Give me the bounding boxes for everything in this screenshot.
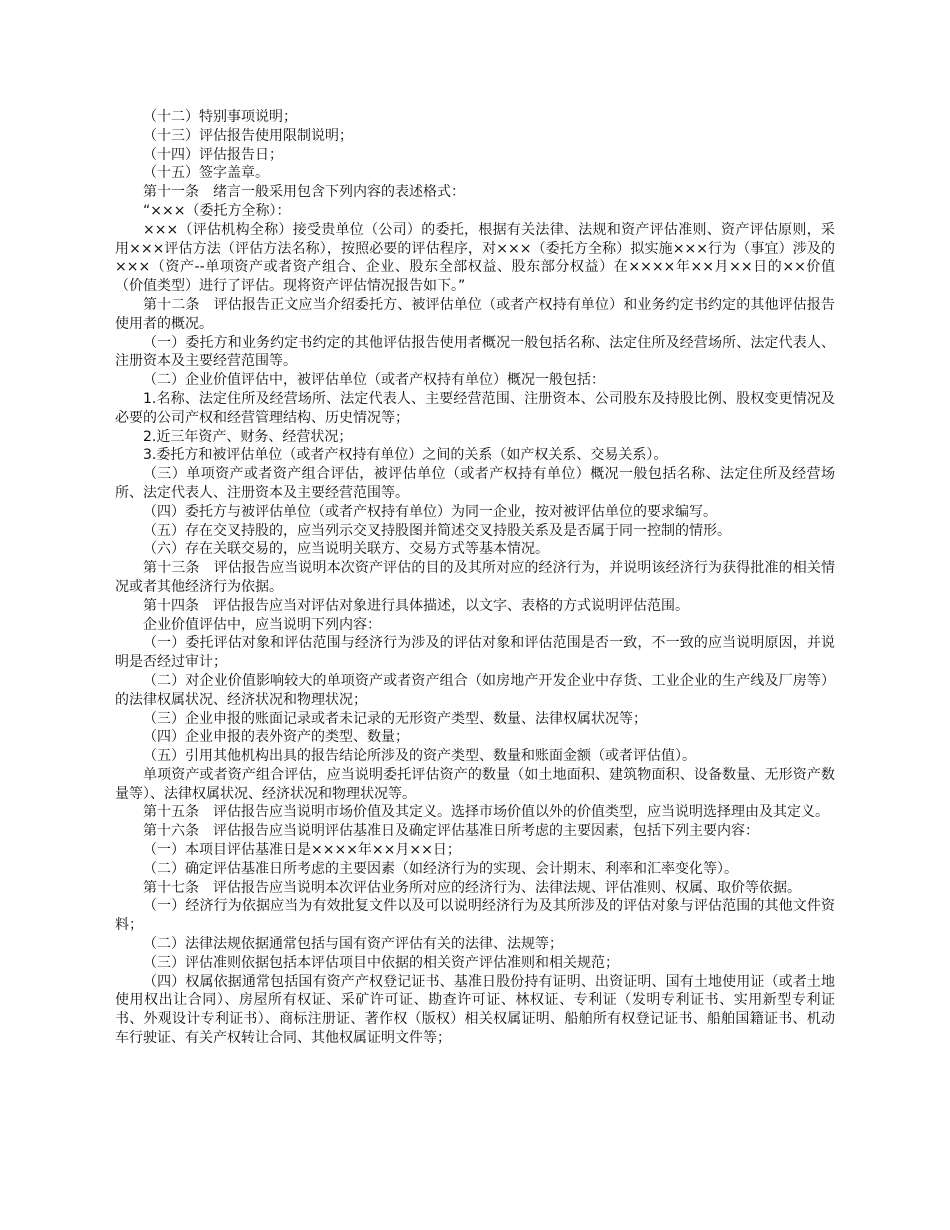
article-11-heading: 第十一条 绪言一般采用包含下列内容的表述格式： [143,184,465,201]
paragraph-13: （十三）评估报告使用限制说明； [143,127,353,144]
article-12-item-4: （四）委托方与被评估单位（或者产权持有单位）为同一企业，按对被评估单位的要求编写。 [143,503,717,520]
article-14-item-1: （一）委托评估对象和评估范围与经济行为涉及的评估对象和评估范围是否一致，不一致的应当说明原因，并说明是否经过审计； [115,635,835,671]
paragraph-15: （十五）签字盖章。 [143,165,269,182]
article-12-item-5: （五）存在交叉持股的，应当列示交叉持股图并简述交叉持股关系及是否属于同一控制的情形。 [143,522,731,539]
article-12-item-2-sub-3: 3.委托方和被评估单位（或者产权持有单位）之间的关系（如产权关系、交易关系）。 [143,447,668,464]
preface-salutation: “×××（委托方全称）： [143,202,291,219]
article-16-item-1: （一）本项目评估基准日是××××年××月××日； [143,842,461,859]
article-17-item-1: （一）经济行为依据应当为有效批复文件以及可以说明经济行为及其所涉及的评估对象与评估范围的其他文件资料； [115,898,835,934]
article-16-item-2: （二）确定评估基准日所考虑的主要因素（如经济行为的实现、会计期末、利率和汇率变化等）。 [143,860,738,877]
article-12-item-2: （二）企业价值评估中，被评估单位（或者产权持有单位）概况一般包括： [143,372,605,389]
paragraph-12: （十二）特别事项说明； [143,109,297,125]
article-17-item-4: （四）权属依据通常包括国有资产产权登记证书、基准日股份持有证明、出资证明、国有土地使用证（或者土地使用权出让合同）、房屋所有权证、采矿许可证、勘查许可证、林权证、专利证（发明专利证书、实用新型专利证书、外观设计专利证书）、商标注册证、著作权（版权）相关权属证明、船舶所有权登记证书、船舶国籍证书、机动车行驶证、有关产权转让合同、其他权属证明文件等； [115,973,835,1047]
article-17-item-3: （三）评估准则依据包括本评估项目中依据的相关资产评估准则和相关规范； [143,954,619,971]
article-12-item-2-sub-2: 2.近三年资产、财务、经营状况； [143,428,353,445]
article-14-item-2: （二）对企业价值影响较大的单项资产或者资产组合（如房地产开发企业中存货、工业企业的生产线及厂房等）的法律权属状况、经济状况和物理状况； [115,672,835,708]
article-12: 第十二条 评估报告正文应当介绍委托方、被评估单位（或者产权持有单位）和业务约定书约定的其他评估报告使用者的概况。 [115,296,835,332]
article-12-item-2-sub-1: 1.名称、法定住所及经营场所、法定代表人、主要经营范围、注册资本、公司股东及持股比例、股权变更情况及必要的公司产权和经营管理结构、历史情况等； [115,390,835,426]
article-14-single-asset: 单项资产或者资产组合评估，应当说明委托评估资产的数量（如土地面积、建筑物面积、设备数量、无形资产数量等）、法律权属状况、经济状况和物理状况等。 [115,766,835,802]
preface-body: ×××（评估机构全称）接受贵单位（公司）的委托，根据有关法律、法规和资产评估准则、资产评估原则，采用×××评估方法（评估方法名称），按照必要的评估程序，对×××（委托方全称）拟实施×××行为（事宜）涉及的×××（资产--单项资产或者资产组合、企业、股东全部权益、股东部分权益）在××××年××月××日的××价值（价值类型）进行了评估。现将资产评估情况报告如下。” [115,221,835,295]
article-17-item-2: （二）法律法规依据通常包括与国有资产评估有关的法律、法规等； [143,936,563,953]
article-12-item-3: （三）单项资产或者资产组合评估，被评估单位（或者产权持有单位）概况一般包括名称、法定住所及经营场所、法定代表人、注册资本及主要经营范围等。 [115,466,835,501]
article-14-intro: 企业价值评估中，应当说明下列内容： [143,616,381,633]
article-17: 第十七条 评估报告应当说明本次评估业务所对应的经济行为、法律法规、评估准则、权属、取价等依据。 [143,879,801,896]
article-14-item-4: （四）企业申报的表外资产的类型、数量； [143,729,409,746]
article-12-item-6: （六）存在关联交易的，应当说明关联方、交易方式等基本情况。 [143,541,549,558]
article-16: 第十六条 评估报告应当说明评估基准日及确定评估基准日所考虑的主要因素，包括下列主要内容： [143,823,759,840]
article-15: 第十五条 评估报告应当说明市场价值及其定义。选择市场价值以外的价值类型，应当说明选择理由及其定义。 [143,804,829,821]
article-13: 第十三条 评估报告应当说明本次资产评估的目的及其所对应的经济行为，并说明该经济行为获得批准的相关情况或者其他经济行为依据。 [115,560,835,595]
paragraph-14: （十四）评估报告日； [143,146,283,163]
article-14-item-3: （三）企业申报的账面记录或者未记录的无形资产类型、数量、法律权属状况等； [143,710,647,727]
article-12-item-1: （一）委托方和业务约定书约定的其他评估报告使用者概况一般包括名称、法定住所及经营场所、法定代表人、注册资本及主要经营范围等。 [115,334,835,370]
document-body [115,108,835,1048]
article-14: 第十四条 评估报告应当对评估对象进行具体描述，以文字、表格的方式说明评估范围。 [143,597,689,614]
article-14-item-5: （五）引用其他机构出具的报告结论所涉及的资产类型、数量和账面金额（或者评估值）。 [143,748,696,765]
